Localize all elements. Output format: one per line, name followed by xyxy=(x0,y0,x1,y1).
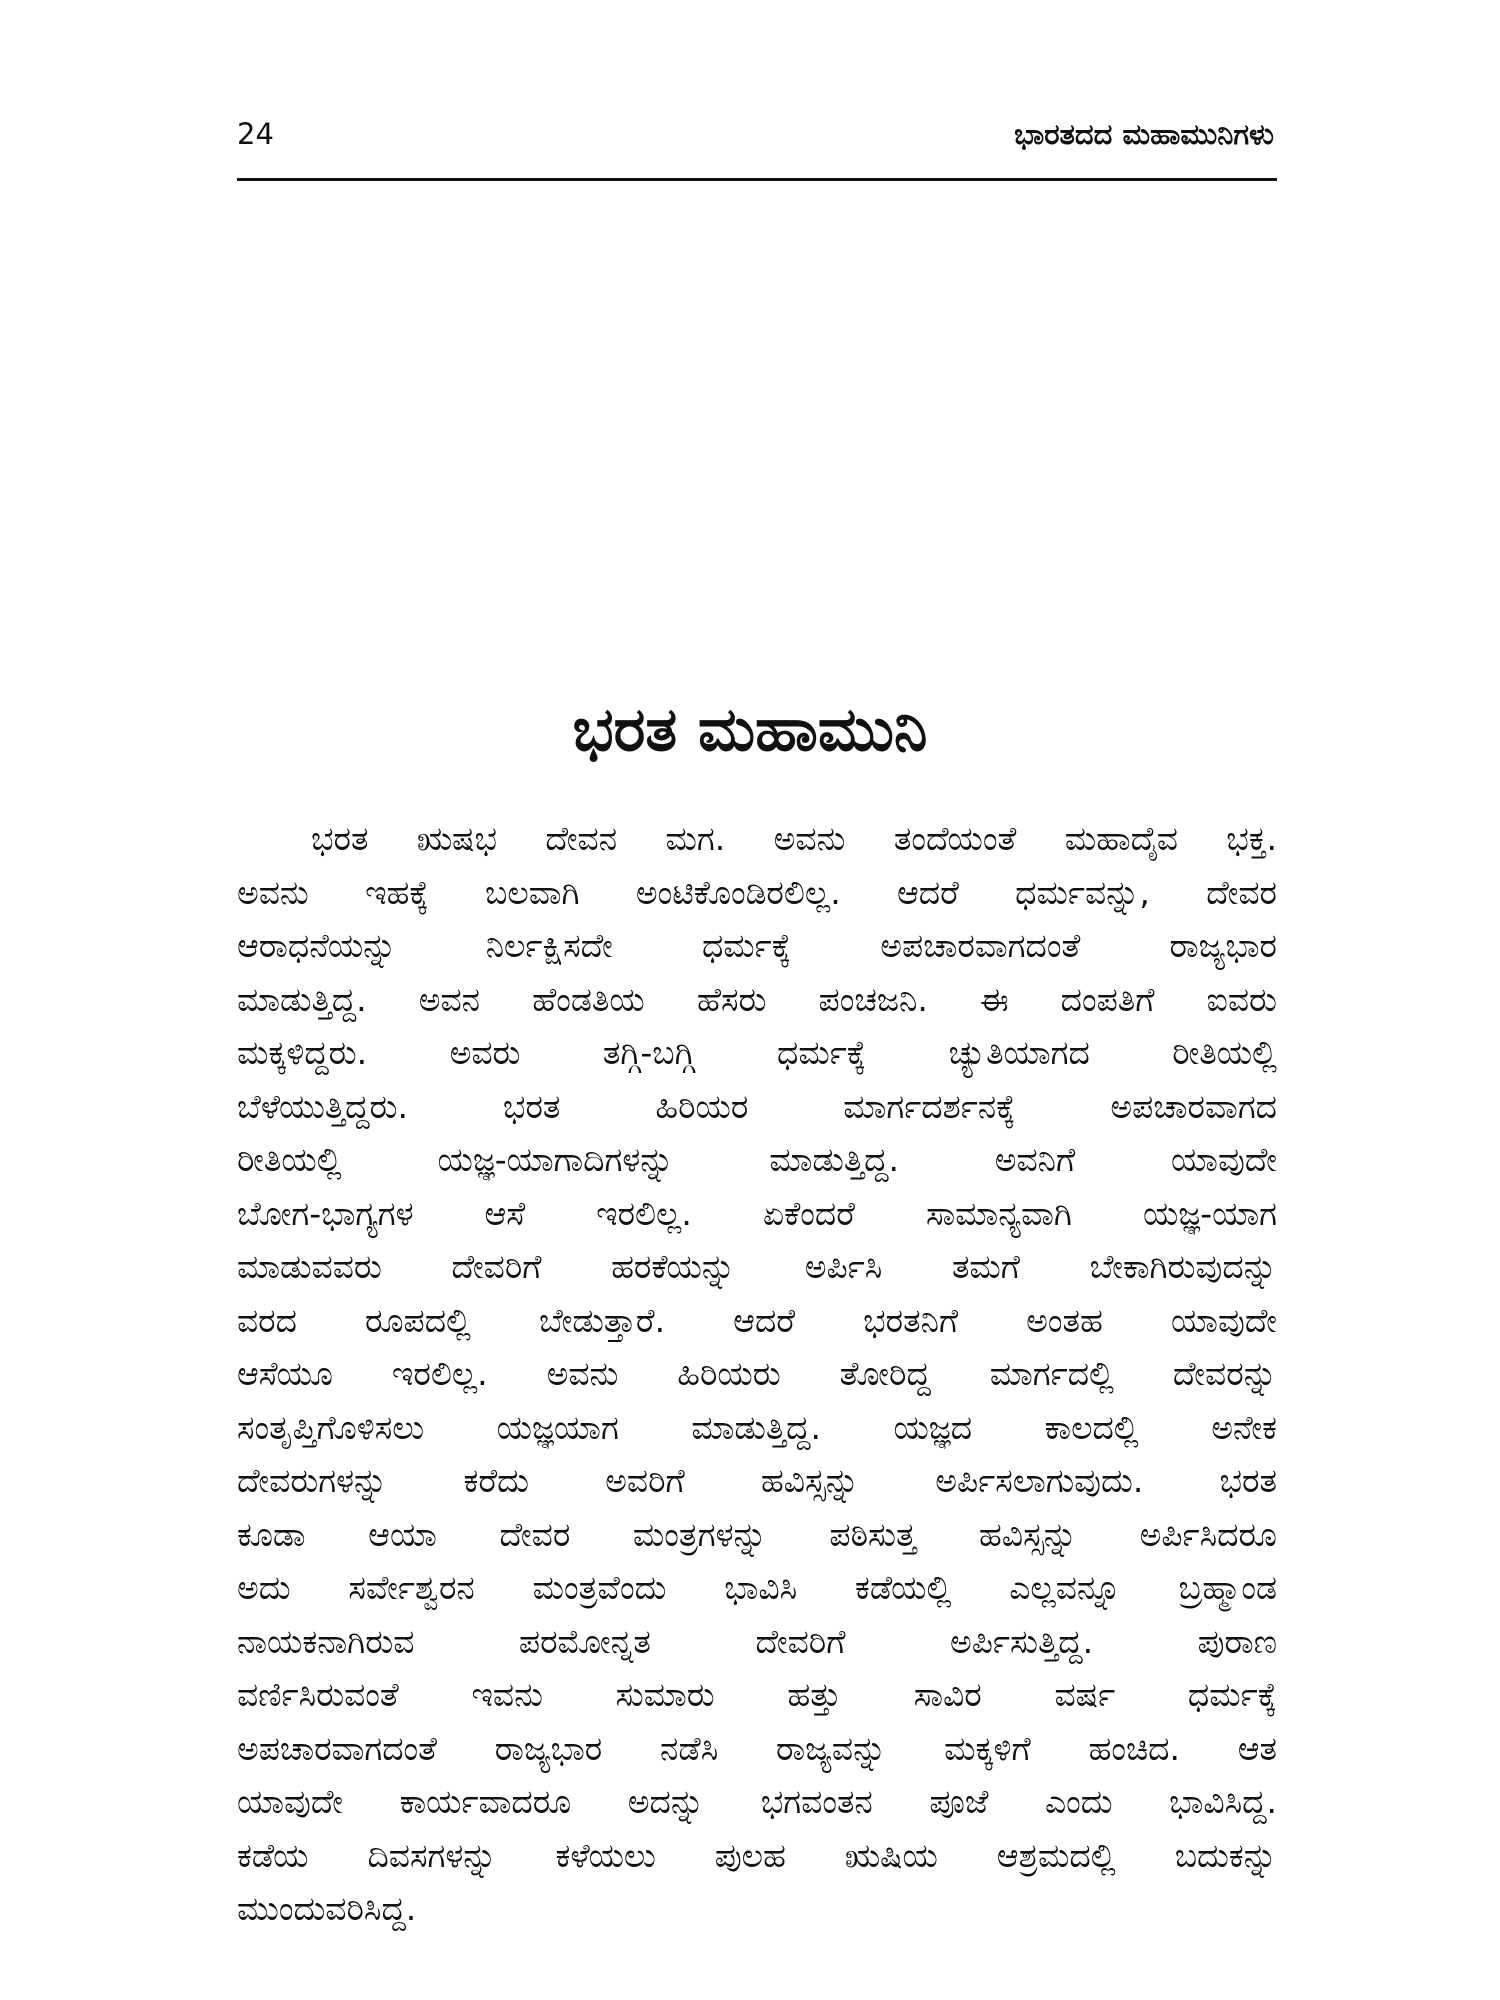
header-rule xyxy=(237,178,1277,181)
text-line: ಅಪಚಾರವಾಗದಂತೆ ರಾಜ್ಯಭಾರ ನಡೆಸಿ ರಾಜ್ಯವನ್ನು ಮಕ್ಕಳಿಗೆ ಹಂಚಿದ. ಆತ xyxy=(237,1728,1277,1768)
text-line: ಕಡೆಯ ದಿವಸಗಳನ್ನು ಕಳೆಯಲು ಪುಲಹ ಋಷಿಯ ಆಶ್ರಮದಲ್ಲಿ ಬದುಕನ್ನು xyxy=(237,1835,1277,1875)
text-line: ಮಾಡುತ್ತಿದ್ದ. ಅವನ ಹೆಂಡತಿಯ ಹೆಸರು ಪಂಚಜನಿ. ಈ ದಂಪತಿಗೆ ಐವರು xyxy=(237,979,1277,1019)
text-line: ಮುಂದುವರಿಸಿದ್ದ. xyxy=(237,1889,417,1928)
text-line: ಮಕ್ಕಳಿದ್ದರು. ಅವರು ತಗ್ಗಿ-ಬಗ್ಗಿ ಧರ್ಮಕ್ಕೆ ಚ್ಯುತಿಯಾಗದ ರೀತಿಯಲ್ಲಿ xyxy=(237,1033,1277,1072)
text-line: ಸಂತೃಪ್ತಿಗೊಳಿಸಲು ಯಜ್ಞಯಾಗ ಮಾಡುತ್ತಿದ್ದ. ಯಜ್ಞದ ಕಾಲದಲ್ಲಿ ಅನೇಕ xyxy=(237,1407,1277,1447)
text-line: ಆಸೆಯೂ ಇರಲಿಲ್ಲ. ಅವನು ಹಿರಿಯರು ತೋರಿದ್ದ ಮಾರ್ಗದಲ್ಲಿ ದೇವರನ್ನು xyxy=(237,1354,1277,1393)
text-line: ಯಾವುದೇ ಕಾರ್ಯವಾದರೂ ಅದನ್ನು ಭಗವಂತನ ಪೂಜೆ ಎಂದು ಭಾವಿಸಿದ್ದ. xyxy=(237,1782,1277,1821)
text-line: ನಾಯಕನಾಗಿರುವ ಪರಮೋನ್ನತ ದೇವರಿಗೆ ಅರ್ಪಿಸುತ್ತಿದ್ದ. ಪುರಾಣ xyxy=(237,1621,1277,1661)
text-line: ಭರತ ಋಷಭ ದೇವನ ಮಗ. ಅವನು ತಂದೆಯಂತೆ ಮಹಾದೈವ ಭಕ್ತ. xyxy=(311,819,1277,858)
text-line: ಮಾಡುವವರು ದೇವರಿಗೆ ಹರಕೆಯನ್ನು ಅರ್ಪಿಸಿ ತಮಗೆ ಬೇಕಾಗಿರುವುದನ್ನು xyxy=(237,1247,1277,1286)
text-line: ವರ್ಣಿಸಿರುವಂತೆ ಇವನು ಸುಮಾರು ಹತ್ತು ಸಾವಿರ ವರ್ಷ ಧರ್ಮಕ್ಕೆ xyxy=(237,1675,1277,1714)
text-line: ದೇವರುಗಳನ್ನು ಕರೆದು ಅವರಿಗೆ ಹವಿಸ್ಸನ್ನು ಅರ್ಪಿಸಲಾಗುವುದು. ಭರತ xyxy=(237,1461,1277,1500)
text-line: ವರದ ರೂಪದಲ್ಲಿ ಬೇಡುತ್ತಾರೆ. ಆದರೆ ಭರತನಿಗೆ ಅಂತಹ ಯಾವುದೇ xyxy=(237,1300,1277,1340)
running-title: ಭಾರತದದ ಮಹಾಮುನಿಗಳು xyxy=(1014,117,1274,151)
text-line: ಅವನು ಇಹಕ್ಕೆ ಬಲವಾಗಿ ಅಂಟಿಕೊಂಡಿರಲಿಲ್ಲ. ಆದರೆ ಧರ್ಮವನ್ನು, ದೇವರ xyxy=(237,872,1277,912)
text-line: ಬೋಗ-ಭಾಗ್ಯಗಳ ಆಸೆ ಇರಲಿಲ್ಲ. ಏಕೆಂದರೆ ಸಾಮಾನ್ಯವಾಗಿ ಯಜ್ಞ-ಯಾಗ xyxy=(237,1193,1277,1233)
text-line: ಆರಾಧನೆಯನ್ನು ನಿರ್ಲಕ್ಷಿಸದೇ ಧರ್ಮಕ್ಕೆ ಅಪಚಾರವಾಗದಂತೆ ರಾಜ್ಯಭಾರ xyxy=(237,926,1277,965)
body-paragraph xyxy=(237,812,1277,1936)
text-line: ರೀತಿಯಲ್ಲಿ ಯಜ್ಞ-ಯಾಗಾದಿಗಳನ್ನು ಮಾಡುತ್ತಿದ್ದ. ಅವನಿಗೆ ಯಾವುದೇ xyxy=(237,1140,1277,1179)
text-line: ಅದು ಸರ್ವೇಶ್ವರನ ಮಂತ್ರವೆಂದು ಭಾವಿಸಿ ಕಡೆಯಲ್ಲಿ ಎಲ್ಲವನ್ನೂ ಬ್ರಹ್ಮಾಂಡ xyxy=(237,1568,1277,1607)
chapter-title: ಭರತ ಮಹಾಮುನಿ xyxy=(572,695,928,765)
text-line: ಕೂಡಾ ಆಯಾ ದೇವರ ಮಂತ್ರಗಳನ್ನು ಪಠಿಸುತ್ತ ಹವಿಸ್ಸನ್ನು ಅರ್ಪಿಸಿದರೂ xyxy=(237,1514,1277,1554)
page-number: 24 xyxy=(237,117,274,151)
text-line: ಬೆಳೆಯುತ್ತಿದ್ದರು. ಭರತ ಹಿರಿಯರ ಮಾರ್ಗದರ್ಶನಕ್ಕೆ ಅಪಚಾರವಾಗದ xyxy=(237,1086,1277,1126)
